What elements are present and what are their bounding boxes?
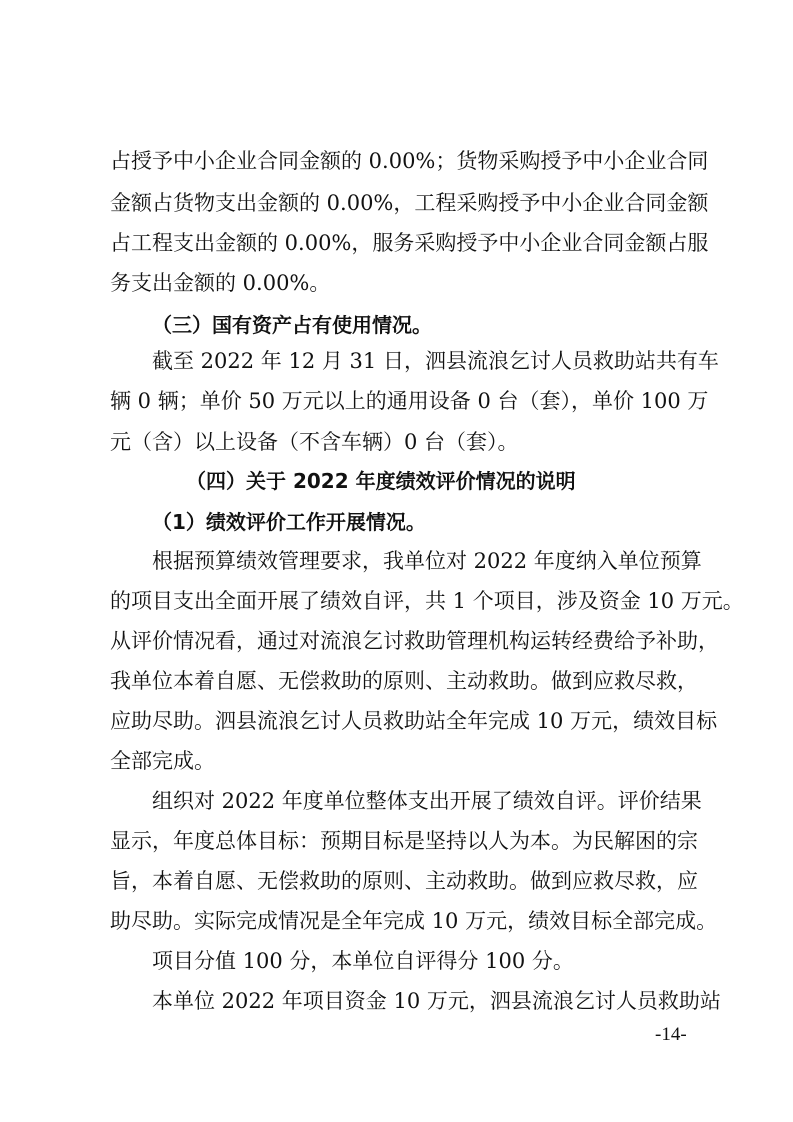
body-text-line: 助尽助。实际完成情况是全年完成 10 万元，绩效目标全部完成。 <box>110 909 718 933</box>
body-text-line: 项目分值 100 分，本单位自评得分 100 分。 <box>152 949 574 973</box>
body-text-line: 的项目支出全面开展了绩效自评，共 1 个项目，涉及资金 10 万元。 <box>110 589 744 613</box>
subsection-heading-1: （1）绩效评价工作开展情况。 <box>152 510 426 534</box>
section-heading-3: （三）国有资产占有使用情况。 <box>152 313 432 337</box>
body-text-line: 务支出金额的 0.00%。 <box>110 271 331 295</box>
body-text-line: 从评价情况看，通过对流浪乞讨救助管理机构运转经费给予补助， <box>110 629 719 653</box>
body-text-line: 组织对 2022 年度单位整体支出开展了绩效自评。评价结果 <box>152 789 702 813</box>
page-number: -14- <box>655 1024 687 1045</box>
body-text-line: 全部完成。 <box>110 749 215 773</box>
body-text-line: 元（含）以上设备（不含车辆）0 台（套）。 <box>110 430 519 454</box>
body-text-line: 本单位 2022 年项目资金 10 万元，泗县流浪乞讨人员救助站 <box>152 989 721 1013</box>
body-text-line: 我单位本着自愿、无偿救助的原则、主动救助。做到应救尽救， <box>110 669 698 693</box>
body-text-line: 截至 2022 年 12 月 31 日，泗县流浪乞讨人员救助站共有车 <box>152 349 719 373</box>
body-text-line: 应助尽助。泗县流浪乞讨人员救助站全年完成 10 万元，绩效目标 <box>110 709 718 733</box>
body-text-line: 占授予中小企业合同金额的 0.00%；货物采购授予中小企业合同 <box>110 149 709 173</box>
body-text-line: 根据预算绩效管理要求，我单位对 2022 年度纳入单位预算 <box>152 549 702 573</box>
body-text-line: 旨，本着自愿、无偿救助的原则、主动救助。做到应救尽救，应 <box>110 869 698 893</box>
body-text-line: 金额占货物支出金额的 0.00%，工程采购授予中小企业合同金额 <box>110 191 709 215</box>
body-text-line: 占工程支出金额的 0.00%，服务采购授予中小企业合同金额占服 <box>110 231 709 255</box>
body-text-line: 显示，年度总体目标：预期目标是坚持以人为本。为民解困的宗 <box>110 829 698 853</box>
section-heading-4: （四）关于 2022 年度绩效评价情况的说明 <box>186 469 576 493</box>
body-text-line: 辆 0 辆；单价 50 万元以上的通用设备 0 台（套），单价 100 万 <box>110 389 709 413</box>
